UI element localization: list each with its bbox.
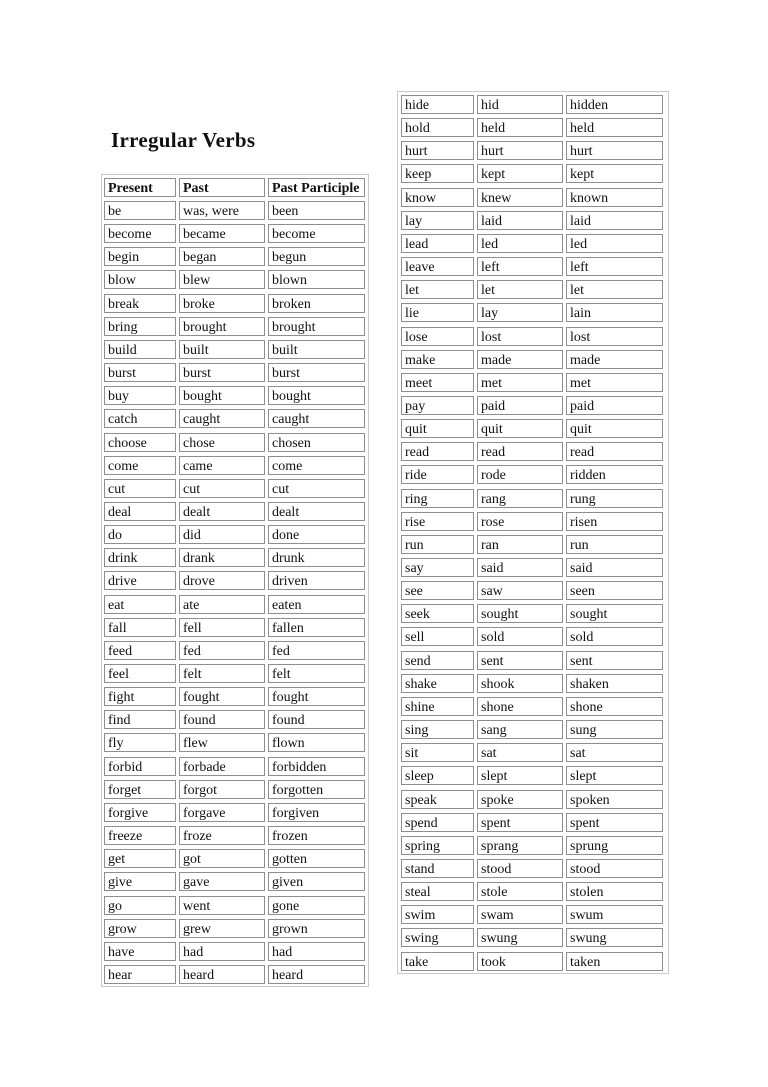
cell-present: come	[104, 456, 176, 475]
table-row	[102, 896, 368, 917]
cell-past-participle: frozen	[268, 826, 365, 845]
cell-past: knew	[477, 188, 563, 207]
header-past: Past	[179, 178, 265, 197]
table-row	[398, 790, 668, 811]
cell-past-participle: chosen	[268, 433, 365, 452]
table-row	[102, 687, 368, 708]
cell-past-participle: brought	[268, 317, 365, 336]
cell-past: sprang	[477, 836, 563, 855]
cell-past: quit	[477, 419, 563, 438]
table-header-row	[102, 178, 368, 199]
cell-past: went	[179, 896, 265, 915]
cell-past-participle: run	[566, 535, 663, 554]
cell-past: felt	[179, 664, 265, 683]
cell-past-participle: cut	[268, 479, 365, 498]
cell-present: sit	[401, 743, 474, 762]
table-row	[102, 641, 368, 662]
cell-past: found	[179, 710, 265, 729]
cell-past: spoke	[477, 790, 563, 809]
cell-present: leave	[401, 257, 474, 276]
cell-past: burst	[179, 363, 265, 382]
table-row	[398, 211, 668, 232]
cell-past: sold	[477, 627, 563, 646]
cell-past-participle: caught	[268, 409, 365, 428]
cell-past-participle: driven	[268, 571, 365, 590]
cell-past: saw	[477, 581, 563, 600]
table-row	[398, 905, 668, 926]
cell-past: shone	[477, 697, 563, 716]
cell-present: be	[104, 201, 176, 220]
cell-present: read	[401, 442, 474, 461]
cell-past: kept	[477, 164, 563, 183]
table-row	[102, 942, 368, 963]
table-row	[398, 813, 668, 834]
cell-past: swung	[477, 928, 563, 947]
cell-past: grew	[179, 919, 265, 938]
cell-present: sleep	[401, 766, 474, 785]
cell-present: stand	[401, 859, 474, 878]
cell-present: forbid	[104, 757, 176, 776]
cell-past: took	[477, 952, 563, 971]
cell-present: shine	[401, 697, 474, 716]
table-row	[398, 489, 668, 510]
cell-past: slept	[477, 766, 563, 785]
header-present: Present	[104, 178, 176, 197]
cell-past-participle: shaken	[566, 674, 663, 693]
table-row	[102, 479, 368, 500]
cell-past-participle: been	[268, 201, 365, 220]
cell-past-participle: done	[268, 525, 365, 544]
cell-past: drove	[179, 571, 265, 590]
cell-past-participle: sung	[566, 720, 663, 739]
table-row	[398, 141, 668, 162]
table-row	[398, 581, 668, 602]
cell-past-participle: grown	[268, 919, 365, 938]
table-row	[398, 743, 668, 764]
cell-present: ride	[401, 465, 474, 484]
cell-past: drank	[179, 548, 265, 567]
cell-present: know	[401, 188, 474, 207]
table-row	[102, 386, 368, 407]
table-row	[102, 826, 368, 847]
cell-present: lie	[401, 303, 474, 322]
table-row	[102, 595, 368, 616]
cell-present: build	[104, 340, 176, 359]
table-row	[102, 849, 368, 870]
cell-past-participle: stolen	[566, 882, 663, 901]
cell-present: become	[104, 224, 176, 243]
table-row	[398, 442, 668, 463]
cell-present: find	[104, 710, 176, 729]
cell-present: bring	[104, 317, 176, 336]
table-row	[102, 733, 368, 754]
cell-past-participle: swung	[566, 928, 663, 947]
cell-past-participle: burst	[268, 363, 365, 382]
cell-past-participle: laid	[566, 211, 663, 230]
cell-present: quit	[401, 419, 474, 438]
table-row	[102, 571, 368, 592]
cell-present: meet	[401, 373, 474, 392]
table-row	[102, 317, 368, 338]
table-row	[398, 651, 668, 672]
cell-past-participle: blown	[268, 270, 365, 289]
cell-past: stole	[477, 882, 563, 901]
cell-past-participle: held	[566, 118, 663, 137]
cell-past: lay	[477, 303, 563, 322]
cell-past: fought	[179, 687, 265, 706]
cell-present: swing	[401, 928, 474, 947]
cell-past-participle: rung	[566, 489, 663, 508]
cell-present: lay	[401, 211, 474, 230]
cell-present: spend	[401, 813, 474, 832]
cell-past: held	[477, 118, 563, 137]
cell-past: read	[477, 442, 563, 461]
cell-present: forget	[104, 780, 176, 799]
cell-past: rang	[477, 489, 563, 508]
cell-past: shook	[477, 674, 563, 693]
cell-past: sought	[477, 604, 563, 623]
cell-present: feed	[104, 641, 176, 660]
cell-past-participle: heard	[268, 965, 365, 984]
cell-present: hold	[401, 118, 474, 137]
table-row	[102, 456, 368, 477]
cell-past-participle: let	[566, 280, 663, 299]
cell-present: feel	[104, 664, 176, 683]
cell-past: fed	[179, 641, 265, 660]
cell-past: flew	[179, 733, 265, 752]
cell-past: bought	[179, 386, 265, 405]
cell-past: sang	[477, 720, 563, 739]
cell-past-participle: found	[268, 710, 365, 729]
cell-past: had	[179, 942, 265, 961]
cell-past-participle: met	[566, 373, 663, 392]
cell-past-participle: built	[268, 340, 365, 359]
table-row	[398, 280, 668, 301]
cell-past-participle: ridden	[566, 465, 663, 484]
table-row	[102, 433, 368, 454]
cell-past: fell	[179, 618, 265, 637]
table-row	[102, 710, 368, 731]
cell-past: swam	[477, 905, 563, 924]
table-row	[102, 224, 368, 245]
table-row	[398, 627, 668, 648]
cell-past-participle: dealt	[268, 502, 365, 521]
table-row	[102, 363, 368, 384]
cell-present: pay	[401, 396, 474, 415]
cell-past-participle: sat	[566, 743, 663, 762]
cell-past: spent	[477, 813, 563, 832]
cell-present: do	[104, 525, 176, 544]
cell-past-participle: lain	[566, 303, 663, 322]
cell-past: led	[477, 234, 563, 253]
table-row	[398, 257, 668, 278]
cell-past: ate	[179, 595, 265, 614]
cell-past: forgot	[179, 780, 265, 799]
cell-past-participle: known	[566, 188, 663, 207]
table-row	[102, 618, 368, 639]
cell-past: rose	[477, 512, 563, 531]
cell-past: broke	[179, 294, 265, 313]
cell-past: blew	[179, 270, 265, 289]
cell-present: have	[104, 942, 176, 961]
cell-past-participle: sent	[566, 651, 663, 670]
cell-past-participle: stood	[566, 859, 663, 878]
table-row	[398, 720, 668, 741]
table-row	[398, 164, 668, 185]
cell-past-participle: begun	[268, 247, 365, 266]
cell-past-participle: bought	[268, 386, 365, 405]
cell-past-participle: forbidden	[268, 757, 365, 776]
cell-past: became	[179, 224, 265, 243]
table-row	[398, 674, 668, 695]
cell-past-participle: spoken	[566, 790, 663, 809]
cell-present: catch	[104, 409, 176, 428]
cell-past: came	[179, 456, 265, 475]
cell-past-participle: fed	[268, 641, 365, 660]
table-row	[398, 882, 668, 903]
table-row	[102, 965, 368, 986]
cell-past-participle: come	[268, 456, 365, 475]
cell-past: froze	[179, 826, 265, 845]
cell-present: hurt	[401, 141, 474, 160]
cell-past: heard	[179, 965, 265, 984]
cell-past: built	[179, 340, 265, 359]
cell-present: steal	[401, 882, 474, 901]
cell-past-participle: become	[268, 224, 365, 243]
verbs-table-left	[101, 174, 369, 987]
cell-past-participle: fought	[268, 687, 365, 706]
cell-present: hide	[401, 95, 474, 114]
cell-past-participle: felt	[268, 664, 365, 683]
table-row	[102, 502, 368, 523]
cell-present: lead	[401, 234, 474, 253]
table-row	[102, 270, 368, 291]
cell-past: met	[477, 373, 563, 392]
cell-past: rode	[477, 465, 563, 484]
cell-present: burst	[104, 363, 176, 382]
table-row	[102, 247, 368, 268]
cell-past: forgave	[179, 803, 265, 822]
table-row	[398, 604, 668, 625]
cell-past-participle: gotten	[268, 849, 365, 868]
cell-past: brought	[179, 317, 265, 336]
table-row	[398, 859, 668, 880]
cell-past-participle: taken	[566, 952, 663, 971]
cell-present: drive	[104, 571, 176, 590]
cell-past: paid	[477, 396, 563, 415]
table-row	[398, 952, 668, 973]
table-row	[102, 340, 368, 361]
cell-past: ran	[477, 535, 563, 554]
table-row	[398, 95, 668, 116]
cell-present: go	[104, 896, 176, 915]
cell-past-participle: fallen	[268, 618, 365, 637]
cell-present: swim	[401, 905, 474, 924]
table-row	[102, 757, 368, 778]
cell-present: get	[104, 849, 176, 868]
cell-present: let	[401, 280, 474, 299]
cell-present: begin	[104, 247, 176, 266]
cell-past-participle: seen	[566, 581, 663, 600]
cell-past-participle: left	[566, 257, 663, 276]
cell-past-participle: risen	[566, 512, 663, 531]
table-row	[102, 664, 368, 685]
cell-past-participle: spent	[566, 813, 663, 832]
cell-past: cut	[179, 479, 265, 498]
cell-past: was, were	[179, 201, 265, 220]
cell-present: give	[104, 872, 176, 891]
table-row	[398, 928, 668, 949]
cell-past-participle: given	[268, 872, 365, 891]
header-past-participle: Past Participle	[268, 178, 365, 197]
cell-past-participle: lost	[566, 327, 663, 346]
table-row	[398, 766, 668, 787]
cell-past: laid	[477, 211, 563, 230]
cell-past: lost	[477, 327, 563, 346]
cell-past: gave	[179, 872, 265, 891]
cell-present: hear	[104, 965, 176, 984]
cell-past: hid	[477, 95, 563, 114]
cell-past-participle: broken	[268, 294, 365, 313]
cell-past-participle: sprung	[566, 836, 663, 855]
cell-present: drink	[104, 548, 176, 567]
cell-past: made	[477, 350, 563, 369]
cell-present: send	[401, 651, 474, 670]
table-row	[398, 327, 668, 348]
cell-past: chose	[179, 433, 265, 452]
cell-present: ring	[401, 489, 474, 508]
table-row	[102, 294, 368, 315]
cell-past-participle: said	[566, 558, 663, 577]
cell-past: got	[179, 849, 265, 868]
cell-past: left	[477, 257, 563, 276]
table-row	[398, 535, 668, 556]
table-row	[398, 396, 668, 417]
cell-past-participle: slept	[566, 766, 663, 785]
cell-present: take	[401, 952, 474, 971]
cell-present: keep	[401, 164, 474, 183]
table-row	[102, 803, 368, 824]
cell-past-participle: sought	[566, 604, 663, 623]
table-row	[102, 409, 368, 430]
table-row	[398, 512, 668, 533]
table-row	[398, 118, 668, 139]
cell-past: began	[179, 247, 265, 266]
cell-past: did	[179, 525, 265, 544]
cell-past: let	[477, 280, 563, 299]
cell-past-participle: flown	[268, 733, 365, 752]
cell-past: stood	[477, 859, 563, 878]
cell-past-participle: eaten	[268, 595, 365, 614]
table-row	[398, 697, 668, 718]
table-row	[398, 234, 668, 255]
cell-present: deal	[104, 502, 176, 521]
cell-present: seek	[401, 604, 474, 623]
cell-present: sing	[401, 720, 474, 739]
cell-past-participle: led	[566, 234, 663, 253]
cell-present: eat	[104, 595, 176, 614]
cell-present: spring	[401, 836, 474, 855]
table-row	[398, 465, 668, 486]
table-row	[398, 836, 668, 857]
cell-present: buy	[104, 386, 176, 405]
cell-present: sell	[401, 627, 474, 646]
table-row	[398, 419, 668, 440]
cell-present: lose	[401, 327, 474, 346]
cell-past-participle: shone	[566, 697, 663, 716]
cell-present: blow	[104, 270, 176, 289]
cell-past: said	[477, 558, 563, 577]
table-row	[102, 201, 368, 222]
table-row	[102, 780, 368, 801]
cell-past: sat	[477, 743, 563, 762]
cell-present: rise	[401, 512, 474, 531]
cell-past-participle: gone	[268, 896, 365, 915]
cell-present: choose	[104, 433, 176, 452]
cell-present: run	[401, 535, 474, 554]
table-row	[398, 188, 668, 209]
cell-present: say	[401, 558, 474, 577]
cell-past: forbade	[179, 757, 265, 776]
cell-past-participle: hurt	[566, 141, 663, 160]
cell-present: break	[104, 294, 176, 313]
cell-past-participle: forgotten	[268, 780, 365, 799]
cell-past: sent	[477, 651, 563, 670]
verbs-table-right	[397, 91, 669, 974]
cell-past-participle: had	[268, 942, 365, 961]
table-row	[102, 525, 368, 546]
table-row	[398, 303, 668, 324]
page-title: Irregular Verbs	[111, 128, 256, 152]
table-row	[398, 373, 668, 394]
cell-present: speak	[401, 790, 474, 809]
table-row	[102, 872, 368, 893]
cell-present: cut	[104, 479, 176, 498]
cell-past: hurt	[477, 141, 563, 160]
cell-present: fight	[104, 687, 176, 706]
cell-past-participle: hidden	[566, 95, 663, 114]
cell-past: dealt	[179, 502, 265, 521]
cell-past-participle: made	[566, 350, 663, 369]
table-row	[398, 558, 668, 579]
cell-present: fall	[104, 618, 176, 637]
cell-present: grow	[104, 919, 176, 938]
cell-past-participle: kept	[566, 164, 663, 183]
cell-past: caught	[179, 409, 265, 428]
cell-present: see	[401, 581, 474, 600]
cell-past-participle: swum	[566, 905, 663, 924]
table-row	[102, 548, 368, 569]
cell-past-participle: paid	[566, 396, 663, 415]
cell-past-participle: sold	[566, 627, 663, 646]
cell-past-participle: read	[566, 442, 663, 461]
cell-past-participle: forgiven	[268, 803, 365, 822]
table-row	[398, 350, 668, 371]
cell-present: forgive	[104, 803, 176, 822]
cell-present: make	[401, 350, 474, 369]
cell-present: freeze	[104, 826, 176, 845]
cell-present: shake	[401, 674, 474, 693]
cell-past-participle: quit	[566, 419, 663, 438]
table-row	[102, 919, 368, 940]
cell-present: fly	[104, 733, 176, 752]
cell-past-participle: drunk	[268, 548, 365, 567]
